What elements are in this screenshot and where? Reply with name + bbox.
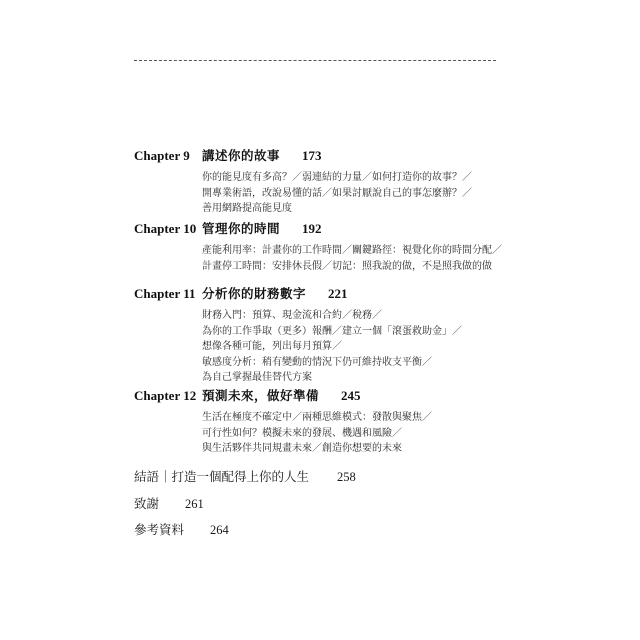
toc-references — [134, 520, 229, 538]
toc-epilogue — [134, 467, 356, 485]
section-line: 你的能見度有多高？／弱連結的力量／如何打造你的故事？／ — [202, 172, 472, 183]
chapter-number: Chapter 11 — [134, 286, 196, 301]
end-matter-label: 結語｜打造一個配得上你的人生 — [134, 469, 310, 484]
chapter-heading — [134, 388, 432, 404]
end-matter-page-number: 264 — [210, 523, 229, 537]
section-line: 善用網路提高能見度 — [202, 203, 292, 215]
section-line: 為你的工作爭取（更多）報酬／建立一個「滾蛋救助金」／ — [202, 325, 462, 337]
section-line: 可行性如何？模擬未來的發展、機遇和風險／ — [202, 427, 402, 439]
section-line: 計畫停工時間：安排休長假／切記：照我說的做，不是照我做的做 — [202, 260, 492, 272]
section-list — [202, 410, 432, 457]
section-list — [202, 308, 462, 386]
chapter-title: 管理你的時間 — [202, 221, 281, 236]
section-line: 產能利用率：計畫你的工作時間／關鍵路徑：視覺化你的時間分配／ — [202, 245, 502, 256]
chapter-number: Chapter 9 — [134, 148, 190, 163]
chapter-title: 分析你的財務數字 — [202, 286, 307, 301]
section-line: 財務入門：預算、現金流和合約／稅務／ — [202, 310, 382, 321]
section-list — [202, 170, 472, 217]
section-line: 生活在極度不確定中／兩種思維模式：發散與聚焦／ — [202, 412, 432, 423]
chapter-title: 講述你的故事 — [202, 148, 281, 163]
dashed-divider — [134, 60, 496, 61]
section-line: 與生活夥伴共同規畫未來／創造你想要的未來 — [202, 443, 402, 455]
end-matter-page-number: 261 — [185, 497, 204, 511]
chapter-page-number: 221 — [328, 286, 348, 301]
section-list — [202, 243, 502, 274]
chapter-title: 預測未來，做好準備 — [202, 388, 320, 403]
end-matter-label: 致謝 — [134, 496, 160, 511]
section-line: 為自己掌握最佳替代方案 — [202, 372, 312, 384]
chapter-number: Chapter 10 — [134, 221, 197, 236]
chapter-heading — [134, 221, 502, 237]
section-line: 開專業術語，改說易懂的話／如果討厭說自己的事怎麼辦？／ — [202, 187, 472, 199]
chapter-page-number: 245 — [341, 388, 361, 403]
toc-chapter-12 — [134, 388, 432, 457]
end-matter-page-number: 258 — [337, 470, 356, 484]
chapter-heading — [134, 148, 472, 164]
section-line: 敏感度分析：稍有變動的情況下仍可維持收支平衡／ — [202, 356, 432, 368]
chapter-page-number: 192 — [302, 221, 322, 236]
toc-chapter-9 — [134, 148, 472, 217]
chapter-number: Chapter 12 — [134, 388, 197, 403]
toc-chapter-10 — [134, 221, 502, 274]
section-line: 想像各種可能，列出每月預算／ — [202, 341, 342, 353]
toc-acknowledgements — [134, 494, 204, 512]
end-matter-label: 參考資料 — [134, 522, 185, 537]
chapter-page-number: 173 — [302, 148, 322, 163]
chapter-heading — [134, 286, 462, 302]
toc-chapter-11 — [134, 286, 462, 386]
